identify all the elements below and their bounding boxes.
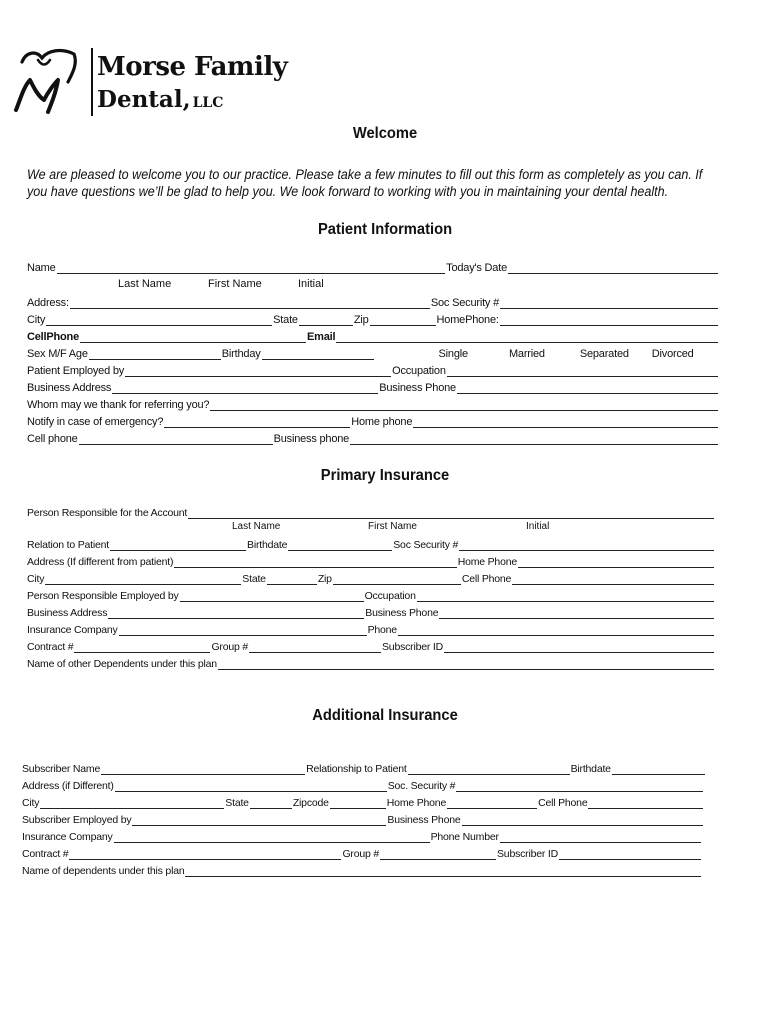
additional-phone-number-label: Phone Number [430, 831, 499, 843]
state-label: State [273, 314, 298, 326]
referral-field[interactable] [210, 399, 718, 411]
birthday-field[interactable] [262, 348, 374, 360]
primary-last-name-caption: Last Name [232, 521, 281, 532]
primary-business-row [27, 604, 715, 619]
additional-city-row [22, 794, 704, 809]
additional-cell-phone-field[interactable] [588, 797, 703, 809]
email-label: Email [307, 331, 336, 343]
employer-row [27, 362, 719, 377]
practice-name: Morse Family [97, 52, 288, 82]
primary-employed-by-label: Person Responsible Employed by [27, 590, 179, 602]
cell-email-row [27, 328, 719, 343]
additional-insurance-company-label: Insurance Company [22, 831, 113, 843]
city-row [27, 311, 719, 326]
additional-state-field[interactable] [250, 797, 292, 809]
primary-cell-phone-field[interactable] [512, 573, 714, 585]
practice-name-line2: Dental, LLC [97, 86, 224, 113]
additional-insurance-company-row [22, 828, 702, 843]
additional-employed-by-field[interactable] [132, 814, 386, 826]
additional-contract-field[interactable] [69, 848, 341, 860]
primary-group-field[interactable] [249, 641, 381, 653]
additional-state-label: State [225, 797, 249, 809]
primary-soc-security-field[interactable] [459, 539, 714, 551]
todays-date-label: Today's Date [446, 262, 507, 274]
primary-contract-field[interactable] [74, 641, 210, 653]
additional-insurance-company-field[interactable] [114, 831, 430, 843]
referral-row [27, 396, 719, 411]
emergency-home-phone-field[interactable] [413, 416, 718, 428]
primary-contract-label: Contract # [27, 641, 74, 653]
primary-insurance-company-label: Insurance Company [27, 624, 118, 636]
primary-group-label: Group # [211, 641, 248, 653]
responsible-label: Person Responsible for the Account [27, 507, 188, 519]
name-field[interactable] [57, 262, 446, 274]
primary-first-name-caption: First Name [368, 521, 417, 532]
primary-occupation-label: Occupation [364, 590, 416, 602]
emergency-cell-phone-label: Cell phone [27, 433, 78, 445]
additional-subscriber-name-label: Subscriber Name [22, 763, 101, 775]
emergency-label: Notify in case of emergency? [27, 416, 164, 428]
primary-city-row [27, 570, 715, 585]
primary-address-row [27, 553, 715, 568]
primary-insurance-company-row [27, 621, 715, 636]
welcome-text: We are pleased to welcome you to our practice. Please take a few minutes to fill out this form as completely as you can. If you have questions we’ll be glad to help you. We look forward to working with you in maintaining your dental health. [27, 167, 703, 199]
cell-business-row [27, 430, 719, 445]
soc-security-label: Soc Security # [430, 297, 499, 309]
logo-divider [91, 48, 93, 116]
initial-caption: Initial [298, 278, 324, 290]
address-field[interactable] [70, 297, 430, 309]
address-label: Address: [27, 297, 69, 309]
primary-subscriber-id-field[interactable] [444, 641, 714, 653]
birthday-label: Birthday [221, 348, 261, 360]
additional-city-label: City [22, 797, 40, 809]
primary-business-address-label: Business Address [27, 607, 108, 619]
primary-zip-label: Zip [317, 573, 332, 585]
primary-address-field[interactable] [174, 556, 456, 568]
primary-city-field[interactable] [45, 573, 241, 585]
city-field[interactable] [46, 314, 272, 326]
primary-business-phone-field[interactable] [439, 607, 714, 619]
home-phone-label: HomePhone: [436, 314, 499, 326]
additional-dependents-field[interactable] [185, 865, 701, 877]
additional-home-phone-field[interactable] [447, 797, 537, 809]
primary-phone-field[interactable] [398, 624, 714, 636]
business-row [27, 379, 719, 394]
primary-dependents-field[interactable] [218, 658, 714, 670]
employed-by-label: Patient Employed by [27, 365, 125, 377]
additional-address-field[interactable] [115, 780, 387, 792]
additional-dependents-label: Name of dependents under this plan [22, 865, 185, 877]
additional-zipcode-field[interactable] [330, 797, 386, 809]
additional-group-label: Group # [342, 848, 379, 860]
sex-age-row [27, 345, 719, 360]
primary-contract-row [27, 638, 715, 653]
additional-zipcode-label: Zipcode [292, 797, 329, 809]
state-field[interactable] [299, 314, 353, 326]
cell-phone-label: CellPhone [27, 331, 79, 343]
primary-home-phone-field[interactable] [518, 556, 714, 568]
additional-cell-phone-label: Cell Phone [538, 797, 588, 809]
additional-city-field[interactable] [40, 797, 224, 809]
additional-soc-security-field[interactable] [456, 780, 703, 792]
age-field[interactable] [89, 348, 221, 360]
additional-business-phone-label: Business Phone [387, 814, 461, 826]
tooth-m-logo-icon [12, 44, 80, 116]
primary-occupation-field[interactable] [417, 590, 714, 602]
business-address-field[interactable] [112, 382, 378, 394]
additional-group-field[interactable] [380, 848, 496, 860]
employed-by-field[interactable] [125, 365, 391, 377]
additional-contract-label: Contract # [22, 848, 69, 860]
primary-cell-phone-label: Cell Phone [461, 573, 512, 585]
additional-contract-row [22, 845, 702, 860]
first-name-caption: First Name [208, 278, 262, 290]
additional-subscriber-row [22, 760, 706, 775]
primary-address-label: Address (If different from patient) [27, 556, 174, 568]
city-label: City [27, 314, 46, 326]
primary-subscriber-id-label: Subscriber ID [382, 641, 444, 653]
additional-address-row [22, 777, 704, 792]
additional-relationship-label: Relationship to Patient [306, 763, 407, 775]
zip-field[interactable] [370, 314, 436, 326]
sex-age-label: Sex M/F Age [27, 348, 88, 360]
primary-city-label: City [27, 573, 45, 585]
additional-subscriber-id-label: Subscriber ID [497, 848, 559, 860]
additional-relationship-field[interactable] [408, 763, 570, 775]
name-label: Name [27, 262, 56, 274]
welcome-heading: Welcome [352, 125, 418, 142]
marital-separated-option[interactable]: Separated [579, 348, 629, 360]
additional-birthdate-label: Birthdate [570, 763, 611, 775]
additional-subscriber-name-field[interactable] [101, 763, 305, 775]
additional-employer-row [22, 811, 704, 826]
responsible-field[interactable] [188, 507, 714, 519]
additional-home-phone-label: Home Phone [386, 797, 447, 809]
additional-insurance-heading: Additional Insurance [312, 707, 458, 724]
primary-initial-caption: Initial [526, 521, 550, 532]
primary-state-label: State [242, 573, 266, 585]
primary-birthdate-field[interactable] [288, 539, 392, 551]
additional-business-phone-field[interactable] [462, 814, 704, 826]
referral-label: Whom may we thank for referring you? [27, 399, 210, 411]
primary-dependents-row [27, 655, 715, 670]
primary-insurance-heading: Primary Insurance [320, 467, 450, 484]
marital-single-option[interactable]: Single [438, 348, 468, 360]
relation-row [27, 536, 715, 551]
emergency-business-phone-field[interactable] [350, 433, 718, 445]
primary-soc-security-label: Soc Security # [393, 539, 459, 551]
address-row [27, 294, 719, 309]
primary-phone-label: Phone [367, 624, 397, 636]
business-phone-field[interactable] [457, 382, 718, 394]
additional-dependents-row [22, 862, 702, 877]
occupation-field[interactable] [447, 365, 718, 377]
primary-business-address-field[interactable] [108, 607, 364, 619]
occupation-label: Occupation [392, 365, 446, 377]
additional-subscriber-id-field[interactable] [559, 848, 701, 860]
business-address-label: Business Address [27, 382, 112, 394]
marital-married-option[interactable]: Married [508, 348, 545, 360]
primary-dependents-label: Name of other Dependents under this plan [27, 658, 217, 670]
primary-state-field[interactable] [267, 573, 317, 585]
cell-phone-field[interactable] [80, 331, 306, 343]
primary-business-phone-label: Business Phone [365, 607, 439, 619]
primary-employer-row [27, 587, 715, 602]
emergency-row [27, 413, 719, 428]
name-row [27, 259, 719, 274]
marital-divorced-option[interactable]: Divorced [651, 348, 694, 360]
additional-birthdate-field[interactable] [612, 763, 705, 775]
additional-employed-by-label: Subscriber Employed by [22, 814, 132, 826]
additional-address-label: Address (if Different) [22, 780, 114, 792]
todays-date-field[interactable] [508, 262, 718, 274]
soc-security-field[interactable] [500, 297, 718, 309]
primary-zip-field[interactable] [333, 573, 461, 585]
home-phone-field[interactable] [500, 314, 718, 326]
primary-employed-by-field[interactable] [180, 590, 364, 602]
primary-home-phone-label: Home Phone [457, 556, 517, 568]
relation-label: Relation to Patient [27, 539, 110, 551]
emergency-cell-phone-field[interactable] [79, 433, 273, 445]
additional-soc-security-label: Soc. Security # [387, 780, 456, 792]
emergency-business-phone-label: Business phone [273, 433, 350, 445]
zip-label: Zip [353, 314, 369, 326]
emergency-home-phone-label: Home phone [351, 416, 413, 428]
patient-info-heading: Patient Information [317, 221, 453, 238]
relation-field[interactable] [110, 539, 246, 551]
primary-insurance-company-field[interactable] [119, 624, 367, 636]
responsible-row [27, 504, 715, 519]
emergency-field[interactable] [164, 416, 350, 428]
last-name-caption: Last Name [118, 278, 172, 290]
email-field[interactable] [336, 331, 718, 343]
business-phone-label: Business Phone [379, 382, 456, 394]
additional-phone-number-field[interactable] [500, 831, 701, 843]
primary-birthdate-label: Birthdate [247, 539, 288, 551]
